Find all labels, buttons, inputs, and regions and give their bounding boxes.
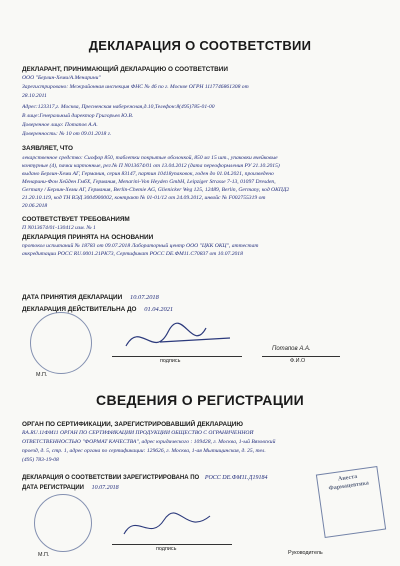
reg-signature-line	[112, 544, 232, 545]
registration-title: СВЕДЕНИЯ О РЕГИСТРАЦИИ	[96, 392, 304, 408]
organ-line: проезд, д. 5, стр. 1, адрес органа по сертификации: 129626, г. Москва, 1-ая Мытищинская, д. 25, тел.	[22, 448, 266, 454]
product-line: выдано Берлин-Хеми АГ, Германия, серия 83147, партия 10418упаковок, годен до 01.04.2021, произведено	[22, 171, 274, 177]
mp-label: М.П.	[36, 372, 48, 378]
organ-line: (495) 783-19-08	[22, 457, 59, 463]
applicant-line: ООО "Берлин-Хеми/А.Менарини"	[22, 75, 101, 81]
basis-line: протокол испытаний № 18783 от 09.07.2018 Лабораторный центр ООО "ЦКК ОКЦ", аттестат	[22, 243, 259, 249]
applicant-line: Адрес:123317,г. Москва, Пресненская набережная,д.10,Телефон:8(495)785-01-00	[22, 104, 215, 110]
head-label: Руководитель	[288, 550, 323, 556]
organization-stamp	[316, 466, 386, 538]
signature-label: подпись	[160, 358, 181, 364]
accept-date-value: 10.07.2018	[130, 294, 159, 301]
signer-name: Потапов А.А.	[272, 346, 311, 352]
basis-line: аккредитации РОСС RU.0001.21РК73, Сертификат РОСС DE.ФМ11.С70837 от 10.07.2018	[22, 251, 243, 257]
organ-label: ОРГАН ПО СЕРТИФИКАЦИИ, ЗАРЕГИСТРИРОВАВШИЙ ДЕКЛАРАЦИЮ	[22, 421, 243, 428]
organ-round-seal-stamp	[34, 494, 92, 552]
product-line: контурные (4), пачки картонные, рег.№ П N013674/01 от 13.04.2012 (дата переоформления РУ 21.10.2015)	[22, 163, 280, 169]
reg-date-label: ДАТА РЕГИСТРАЦИИ	[22, 485, 84, 491]
fio-label: Ф.И.О	[290, 358, 306, 364]
reg-signature-scribble-icon	[120, 506, 220, 544]
reg-date-value: 10.07.2018	[91, 485, 119, 491]
document-title: ДЕКЛАРАЦИЯ О СООТВЕТСТВИИ	[88, 38, 312, 53]
reg-number-value: РОСС DE.ФМ11.Д19184	[204, 475, 268, 481]
applicant-line: Доверенное лицо: Потапов А.А.	[22, 122, 98, 128]
signature-line	[112, 356, 242, 357]
conformity-label: СООТВЕТСТВУЕТ ТРЕБОВАНИЯМ	[22, 216, 130, 223]
applicant-line: 28.10.2011	[22, 93, 47, 99]
applicant-line: В лице:Генеральный директор Григорьев Ю.В.	[22, 113, 134, 119]
round-seal-stamp	[30, 312, 92, 374]
reg-number-row	[22, 474, 267, 482]
product-line: Менарини-Фон Хейден ГмбХ, Германия, Menarini-Von Heyden GmbH, Leipziger Strasse 7-13, 01097 Dresden,	[22, 179, 276, 185]
fio-line	[262, 356, 340, 357]
applicant-label: ДЕКЛАРАНТ, ПРИНИМАЮЩИЙ ДЕКЛАРАЦИЮ О СООТВЕТСТВИИ	[22, 66, 228, 73]
reg-number-label: ДЕКЛАРАЦИЯ О СООТВЕТСТВИИ ЗАРЕГИСТРИРОВАНА ПО	[22, 475, 200, 481]
product-line: 20.06.2018	[22, 203, 48, 209]
declares-label: ЗАЯВЛЯЕТ, ЧТО	[22, 145, 74, 152]
valid-until-label: ДЕКЛАРАЦИЯ ДЕЙСТВИТЕЛЬНА ДО	[22, 306, 137, 313]
accept-date-label: ДАТА ПРИНЯТИЯ ДЕКЛАРАЦИИ	[22, 294, 123, 301]
organization-stamp-text: Анеста Фармацевтика	[328, 473, 370, 492]
reg-mp-label: М.П.	[38, 552, 50, 558]
reg-date-row	[22, 484, 119, 492]
organ-line: ОТВЕТСТВЕННОСТЬЮ "ФОРМАТ КАЧЕСТВА", адрес юридического : 109428, г. Москва, 1-ый Вязовский	[22, 439, 276, 445]
valid-until-row	[22, 306, 173, 314]
applicant-line: Доверенность: № 10 от 09.01.2018 г.	[22, 131, 112, 137]
accept-date-row	[22, 294, 159, 302]
valid-until-value: 01.04.2021	[144, 306, 174, 313]
product-line: 21.20.10.119, код ТН ВЭД 3004900002, контракт № 01-01/12 от 24.09.2012, инвойс № F002755319 от	[22, 195, 266, 201]
product-line: Germany / Берлин-Хеми АГ, Германия, Berlin-Chemie AG, Glienicker Weg 125, 12489, Berlin, Germany, код ОКПД2	[22, 187, 290, 193]
product-line: лекарственное средство: Сиофор 850, таблетки покрытые оболочкой, 850 мг 15 шт., упаковки ячейковые	[22, 155, 278, 161]
applicant-line: Зарегистрировано: Межрайонная инспекция ФНС № 46 по г. Москве ОГРН 1117746861308 от	[22, 84, 249, 90]
reg-signature-label: подпись	[156, 546, 177, 552]
basis-label: ДЕКЛАРАЦИЯ ПРИНЯТА НА ОСНОВАНИИ	[22, 234, 154, 241]
organ-line: RA.RU.11ФМ11 ОРГАН ПО СЕРТИФИКАЦИИ ПРОДУКЦИИ ОБЩЕСТВО С ОГРАНИЧЕННОЙ	[22, 430, 254, 436]
conformity-line: П N013674/01-130412 изм. № 1	[22, 225, 96, 231]
